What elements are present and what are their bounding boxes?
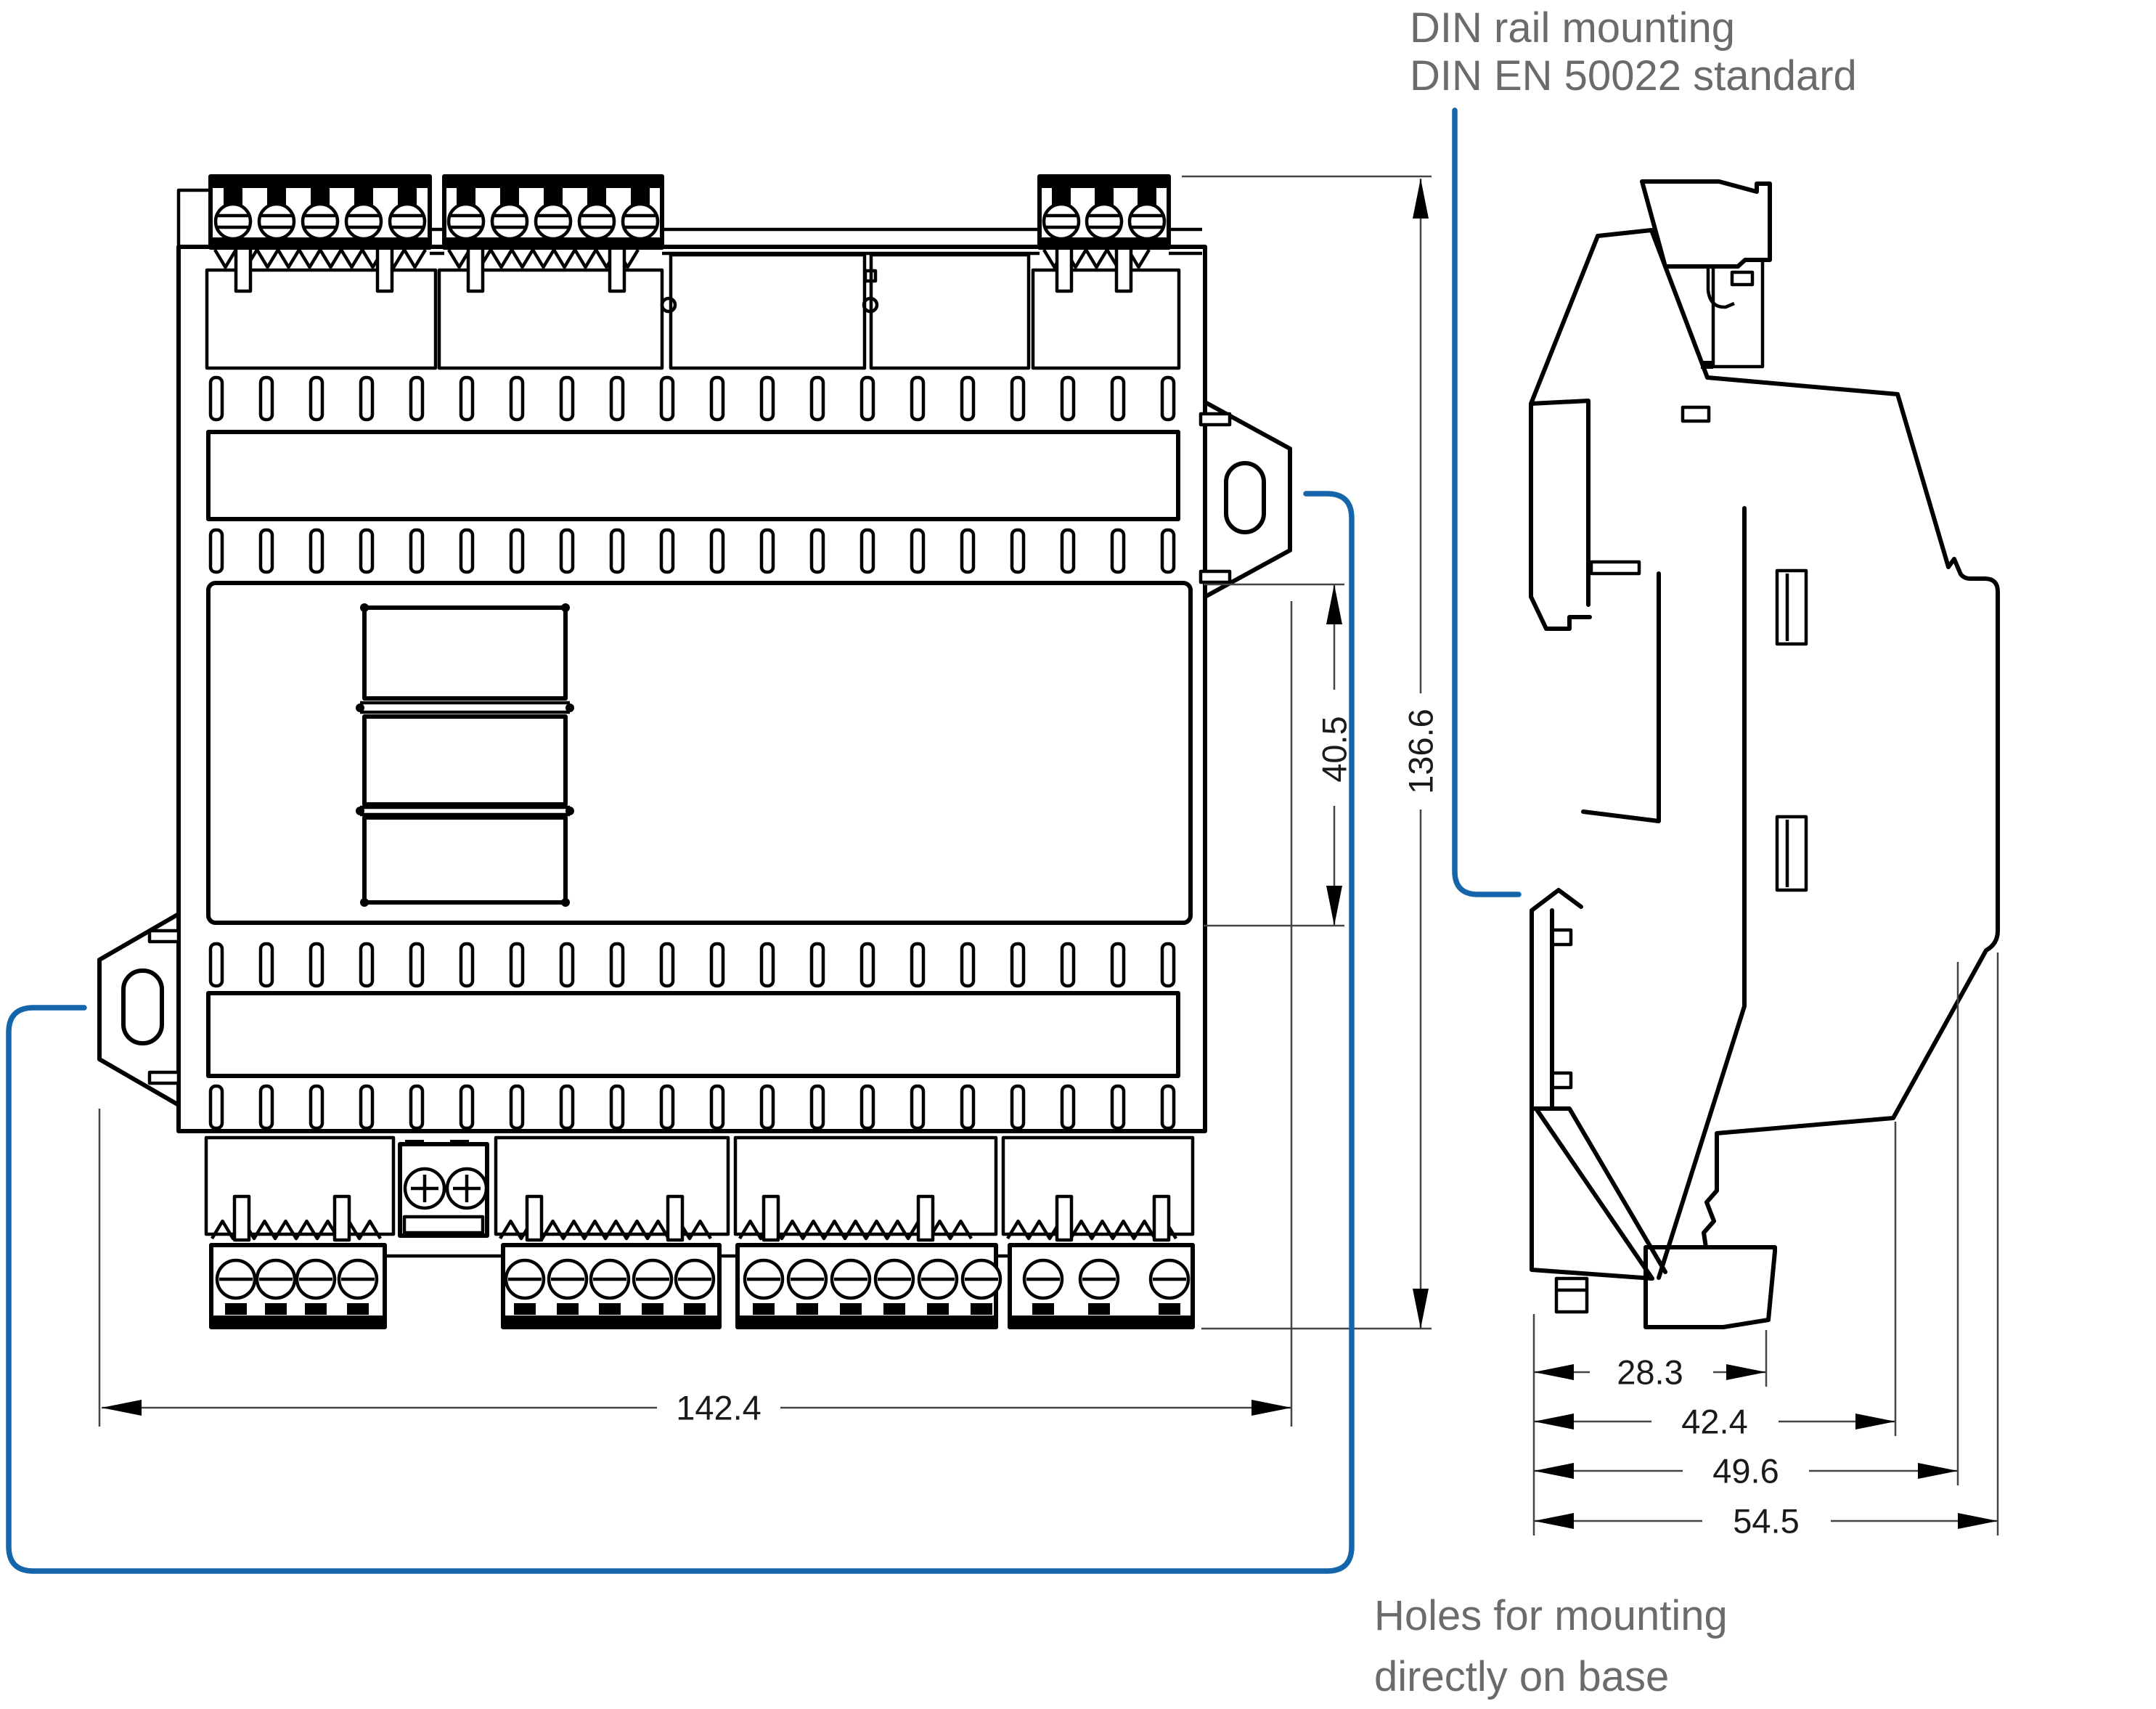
vent-slot [311, 1086, 322, 1128]
screw-terminal-block [738, 1245, 1000, 1327]
wire-slot [347, 1303, 369, 1315]
vent-slot [561, 1086, 573, 1128]
upper-terminal-housings [207, 255, 1179, 368]
vent-slot [261, 378, 272, 420]
vent-slot [1112, 944, 1124, 986]
wire-slot [927, 1303, 949, 1315]
base-mount-annotation-line1: Holes for mounting [1374, 1592, 1728, 1639]
vent-slot [711, 1086, 723, 1128]
upper-label-band [208, 432, 1178, 519]
arrowhead-icon [1855, 1414, 1895, 1429]
screw-terminal-block [503, 1245, 719, 1327]
vent-slot [611, 944, 623, 986]
wire-slot [305, 1303, 327, 1315]
terminal-pin [764, 1196, 778, 1240]
vent-slot [912, 1086, 923, 1128]
dimension-lines [99, 176, 1998, 1541]
base-mount-annotation-line2: directly on base [1374, 1653, 1670, 1700]
center-panel [208, 583, 1191, 923]
vent-slot [261, 1086, 272, 1128]
top-din-clip [1642, 181, 1770, 369]
vent-slot [761, 378, 773, 420]
vent-slot [1012, 944, 1024, 986]
vent-slot [361, 530, 372, 572]
terminal-screw-icon [963, 1260, 1000, 1298]
terminal-pin [335, 1196, 349, 1240]
arrowhead-icon [1726, 1364, 1766, 1380]
terminal-screw-icon [1024, 1260, 1062, 1298]
terminal-screw-icon [1044, 204, 1079, 239]
vent-slot [912, 944, 923, 986]
vent-slot [211, 944, 222, 986]
vent-slot [1162, 378, 1174, 420]
din-rail-callout-line [1455, 110, 1519, 894]
terminal-screw-icon [634, 1260, 671, 1298]
vent-slot [261, 530, 272, 572]
vent-slot [411, 530, 422, 572]
vent-slot [1062, 378, 1074, 420]
power-terminal-block [400, 1140, 487, 1236]
terminal-screw-icon [1151, 1260, 1188, 1298]
vent-slot [611, 378, 623, 420]
arrowhead-icon [1534, 1463, 1574, 1479]
vent-slot [561, 378, 573, 420]
terminal-pin [377, 248, 392, 291]
terminal-pin [918, 1196, 933, 1240]
dim-front-width-label: 142.4 [676, 1388, 761, 1427]
terminal-screw-icon [549, 1260, 587, 1298]
dim-side-4-label: 54.5 [1733, 1501, 1800, 1541]
vent-slot [661, 378, 673, 420]
terminal-screw-icon [536, 204, 571, 239]
terminal-pin [1154, 1196, 1169, 1240]
vent-slot [461, 1086, 473, 1128]
vent-slot [461, 944, 473, 986]
terminal-pin [668, 1196, 682, 1240]
wire-slot [1032, 1303, 1054, 1315]
terminal-screw-icon [745, 1260, 783, 1298]
din-rail-upper-jaw [1531, 236, 1598, 629]
latch-tab [1683, 407, 1709, 421]
vent-slot [862, 1086, 873, 1128]
vent-slot [812, 1086, 823, 1128]
arrowhead-icon [1918, 1463, 1958, 1479]
terminal-screw-icon [492, 204, 527, 239]
wire-slot [514, 1303, 536, 1315]
vent-slot [461, 530, 473, 572]
screw-terminal-block [211, 1245, 385, 1327]
vent-slot [1062, 1086, 1074, 1128]
vent-slot [311, 378, 322, 420]
side-view-drawing [1531, 181, 1998, 1327]
arrowhead-icon [102, 1400, 142, 1416]
terminal-pin [1116, 248, 1131, 291]
vent-slot [361, 1086, 372, 1128]
terminal-screw-icon [297, 1260, 335, 1298]
vent-slot [862, 944, 873, 986]
terminal-screw-icon [579, 204, 614, 239]
screw-terminal-block [1010, 1245, 1193, 1327]
wire-slot [883, 1303, 905, 1315]
vent-slot [1012, 530, 1024, 572]
vent-slot [611, 1086, 623, 1128]
arrowhead-icon [1534, 1414, 1574, 1429]
terminal-screw-icon [832, 1260, 870, 1298]
arrowhead-icon [1534, 1364, 1574, 1380]
vent-slot [962, 530, 973, 572]
screw-terminal-block [211, 176, 430, 248]
body-inner-profile [1583, 508, 1744, 1278]
vent-slot [812, 378, 823, 420]
vent-slot [311, 944, 322, 986]
terminal-screw-icon [591, 1260, 629, 1298]
wire-slot [557, 1303, 579, 1315]
body-top-step [179, 190, 211, 247]
dim-side-3-label: 49.6 [1712, 1451, 1779, 1490]
wire-slot [753, 1303, 775, 1315]
terminal-pin [234, 1196, 249, 1240]
arrowhead-icon [1958, 1513, 1998, 1529]
vent-slot [361, 378, 372, 420]
terminal-screw-icon [390, 204, 425, 239]
phillips-screw-icon [405, 1169, 444, 1208]
side-vent-slots [1777, 571, 1806, 890]
wire-slot [599, 1303, 621, 1315]
terminal-screw-icon [875, 1260, 913, 1298]
vent-slot [511, 530, 523, 572]
terminal-screw-icon [303, 204, 338, 239]
vent-slot [761, 1086, 773, 1128]
vent-slot [962, 1086, 973, 1128]
terminal-screw-icon [449, 204, 483, 239]
vent-slot [962, 378, 973, 420]
terminal-pin [236, 248, 250, 291]
lower-label-band [208, 993, 1178, 1076]
vent-slot [461, 378, 473, 420]
terminal-pin [527, 1196, 542, 1240]
screw-terminal-block [1040, 176, 1169, 248]
vent-slot [1062, 530, 1074, 572]
left-mounting-ear [99, 914, 179, 1105]
dim-side-1-label: 28.3 [1617, 1353, 1683, 1392]
vent-slot [411, 1086, 422, 1128]
terminal-pin [468, 248, 483, 291]
wire-slot [1088, 1303, 1110, 1315]
terminal-pin [1057, 1196, 1071, 1240]
vent-slot [862, 530, 873, 572]
vent-slot [511, 1086, 523, 1128]
vent-slot [912, 378, 923, 420]
front-view-drawing [99, 176, 1290, 1327]
terminal-screw-icon [676, 1260, 714, 1298]
vent-slot [661, 530, 673, 572]
vent-slot [411, 944, 422, 986]
terminal-pin [610, 248, 624, 291]
wire-slot [971, 1303, 992, 1315]
vent-slot [862, 378, 873, 420]
vent-slot [211, 1086, 222, 1128]
right-mounting-ear [1201, 402, 1290, 597]
vent-slot [411, 378, 422, 420]
arrowhead-icon [1413, 179, 1429, 219]
vent-slot [261, 944, 272, 986]
arrowhead-icon [1251, 1400, 1291, 1416]
terminal-screw-icon [257, 1260, 295, 1298]
vent-slot [1112, 1086, 1124, 1128]
din-rail-annotation-line1: DIN rail mounting [1410, 4, 1736, 52]
dim-front-center-label: 40.5 [1315, 716, 1354, 783]
vent-slot [361, 944, 372, 986]
dim-side-2-label: 42.4 [1681, 1402, 1748, 1441]
terminal-screw-icon [623, 204, 658, 239]
vent-slot [761, 530, 773, 572]
vent-slot [711, 378, 723, 420]
wire-slot [1159, 1303, 1180, 1315]
vent-slot [711, 530, 723, 572]
terminal-screw-icon [919, 1260, 957, 1298]
arrowhead-icon [1326, 886, 1342, 926]
vent-slot [1162, 530, 1174, 572]
vent-slot [1112, 530, 1124, 572]
vent-slot [812, 530, 823, 572]
vent-slot [611, 530, 623, 572]
vent-slot [661, 1086, 673, 1128]
terminal-screw-icon [1080, 1260, 1118, 1298]
vent-slot [1062, 944, 1074, 986]
lower-terminal-housings [206, 1138, 1193, 1256]
wire-slot [225, 1303, 247, 1315]
terminal-screw-icon [1130, 204, 1164, 239]
vent-slot [912, 530, 923, 572]
terminal-pin [1057, 248, 1071, 291]
wire-slot [840, 1303, 862, 1315]
top-terminal-blocks [211, 176, 1169, 248]
annotations [1374, 4, 1857, 1700]
wire-slot [265, 1303, 287, 1315]
terminal-screw-icon [259, 204, 294, 239]
vent-slot [511, 378, 523, 420]
phillips-screw-icon [447, 1169, 486, 1208]
dim-front-height-label: 136.6 [1401, 709, 1440, 794]
wire-slot [796, 1303, 818, 1315]
vent-slot [812, 944, 823, 986]
vent-slot [661, 944, 673, 986]
vent-slot [761, 944, 773, 986]
terminal-screw-icon [346, 204, 381, 239]
rail-hook [1591, 562, 1639, 574]
vent-slot [561, 530, 573, 572]
vent-slot [1162, 944, 1174, 986]
terminal-screw-icon [216, 204, 250, 239]
arrowhead-icon [1534, 1513, 1574, 1529]
screw-terminal-block [444, 176, 662, 248]
device-body-outline [179, 247, 1205, 1131]
arrowhead-icon [1326, 584, 1342, 624]
din-rail-annotation-line2: DIN EN 50022 standard [1410, 52, 1857, 99]
terminal-screw-icon [217, 1260, 255, 1298]
ventilation-slots [211, 378, 1174, 1128]
vent-slot [211, 378, 222, 420]
connector-stack [356, 603, 574, 907]
vent-slot [962, 944, 973, 986]
bottom-terminal-blocks [211, 1245, 1193, 1327]
terminal-screw-icon [506, 1260, 544, 1298]
wire-slot [642, 1303, 663, 1315]
vent-slot [1012, 378, 1024, 420]
vent-slot [1112, 378, 1124, 420]
terminal-screw-icon [339, 1260, 377, 1298]
vent-slot [711, 944, 723, 986]
vent-slot [1012, 1086, 1024, 1128]
arrowhead-icon [1413, 1289, 1429, 1329]
wire-slot [684, 1303, 706, 1315]
vent-slot [1162, 1086, 1174, 1128]
terminal-screw-icon [788, 1260, 826, 1298]
vent-slot [561, 944, 573, 986]
vent-slot [211, 530, 222, 572]
vent-slot [311, 530, 322, 572]
vent-slot [511, 944, 523, 986]
terminal-screw-icon [1087, 204, 1122, 239]
